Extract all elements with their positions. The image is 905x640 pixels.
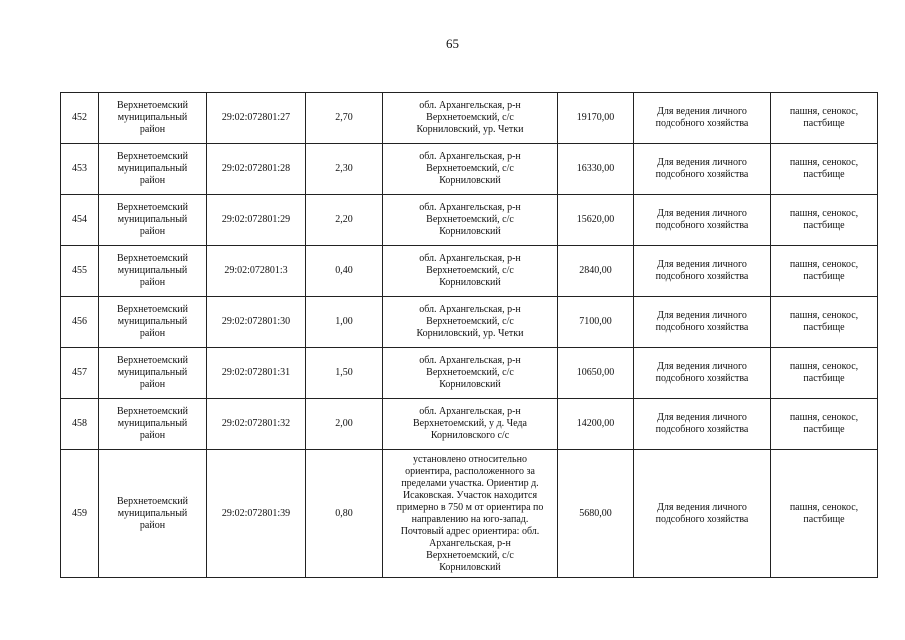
address-cell: обл. Архангельская, р-н Верхнетоемский, с/с Корниловский, ур. Четки (383, 297, 558, 348)
area-cell: 0,40 (306, 246, 383, 297)
district-cell: Верхнетоемский муниципальный район (99, 195, 207, 246)
permitted-use-cell: Для ведения личного подсобного хозяйства (634, 246, 771, 297)
cost-cell: 10650,00 (558, 348, 634, 399)
cost-cell: 14200,00 (558, 399, 634, 450)
district-cell: Верхнетоемский муниципальный район (99, 399, 207, 450)
address-cell: установлено относительно ориентира, расположенного за пределами участка. Ориентир д. Исаковская. Участок находится примерно в 750 м от ориентира по направлению на юго-запад. Почтовый адрес ориентира: обл. Архангельская, р-н Верхнетоемский, с/с Корниловский (383, 450, 558, 578)
row-number-cell: 455 (61, 246, 99, 297)
district-cell: Верхнетоемский муниципальный район (99, 93, 207, 144)
land-type-cell: пашня, сенокос, пастбище (771, 246, 878, 297)
cost-cell: 15620,00 (558, 195, 634, 246)
permitted-use-cell: Для ведения личного подсобного хозяйства (634, 195, 771, 246)
cost-cell: 5680,00 (558, 450, 634, 578)
address-cell: обл. Архангельская, р-н Верхнетоемский, с/с Корниловский (383, 144, 558, 195)
table-row (61, 399, 878, 450)
district-cell: Верхнетоемский муниципальный район (99, 450, 207, 578)
district-cell: Верхнетоемский муниципальный район (99, 144, 207, 195)
area-cell: 2,70 (306, 93, 383, 144)
table-row (61, 246, 878, 297)
row-number-cell: 459 (61, 450, 99, 578)
row-number-cell: 458 (61, 399, 99, 450)
cadastral-number-cell: 29:02:072801:3 (207, 246, 306, 297)
address-cell: обл. Архангельская, р-н Верхнетоемский, с/с Корниловский, ур. Четки (383, 93, 558, 144)
address-cell: обл. Архангельская, р-н Верхнетоемский, с/с Корниловский (383, 246, 558, 297)
cadastral-number-cell: 29:02:072801:39 (207, 450, 306, 578)
cadastral-number-cell: 29:02:072801:31 (207, 348, 306, 399)
area-cell: 2,30 (306, 144, 383, 195)
address-cell: обл. Архангельская, р-н Верхнетоемский, у д. Чеда Корниловского с/с (383, 399, 558, 450)
table-row (61, 450, 878, 578)
table-body (61, 93, 878, 578)
table-row (61, 297, 878, 348)
cost-cell: 16330,00 (558, 144, 634, 195)
row-number-cell: 457 (61, 348, 99, 399)
permitted-use-cell: Для ведения личного подсобного хозяйства (634, 348, 771, 399)
cadastral-number-cell: 29:02:072801:28 (207, 144, 306, 195)
area-cell: 2,20 (306, 195, 383, 246)
land-type-cell: пашня, сенокос, пастбище (771, 144, 878, 195)
area-cell: 0,80 (306, 450, 383, 578)
table-row (61, 144, 878, 195)
land-type-cell: пашня, сенокос, пастбище (771, 399, 878, 450)
cost-cell: 2840,00 (558, 246, 634, 297)
area-cell: 1,50 (306, 348, 383, 399)
table-row (61, 348, 878, 399)
area-cell: 1,00 (306, 297, 383, 348)
address-cell: обл. Архангельская, р-н Верхнетоемский, с/с Корниловский (383, 348, 558, 399)
cadastral-number-cell: 29:02:072801:29 (207, 195, 306, 246)
cadastral-number-cell: 29:02:072801:32 (207, 399, 306, 450)
row-number-cell: 453 (61, 144, 99, 195)
area-cell: 2,00 (306, 399, 383, 450)
district-cell: Верхнетоемский муниципальный район (99, 297, 207, 348)
permitted-use-cell: Для ведения личного подсобного хозяйства (634, 450, 771, 578)
land-type-cell: пашня, сенокос, пастбище (771, 195, 878, 246)
cost-cell: 7100,00 (558, 297, 634, 348)
table-row (61, 93, 878, 144)
page-number: 65 (446, 36, 459, 51)
row-number-cell: 456 (61, 297, 99, 348)
district-cell: Верхнетоемский муниципальный район (99, 348, 207, 399)
row-number-cell: 454 (61, 195, 99, 246)
district-cell: Верхнетоемский муниципальный район (99, 246, 207, 297)
land-type-cell: пашня, сенокос, пастбище (771, 450, 878, 578)
land-type-cell: пашня, сенокос, пастбище (771, 297, 878, 348)
cadastral-number-cell: 29:02:072801:27 (207, 93, 306, 144)
address-cell: обл. Архангельская, р-н Верхнетоемский, с/с Корниловский (383, 195, 558, 246)
land-plots-table (60, 92, 878, 578)
row-number-cell: 452 (61, 93, 99, 144)
permitted-use-cell: Для ведения личного подсобного хозяйства (634, 297, 771, 348)
cadastral-number-cell: 29:02:072801:30 (207, 297, 306, 348)
land-type-cell: пашня, сенокос, пастбище (771, 93, 878, 144)
land-type-cell: пашня, сенокос, пастбище (771, 348, 878, 399)
table-row (61, 195, 878, 246)
permitted-use-cell: Для ведения личного подсобного хозяйства (634, 399, 771, 450)
permitted-use-cell: Для ведения личного подсобного хозяйства (634, 144, 771, 195)
cost-cell: 19170,00 (558, 93, 634, 144)
permitted-use-cell: Для ведения личного подсобного хозяйства (634, 93, 771, 144)
